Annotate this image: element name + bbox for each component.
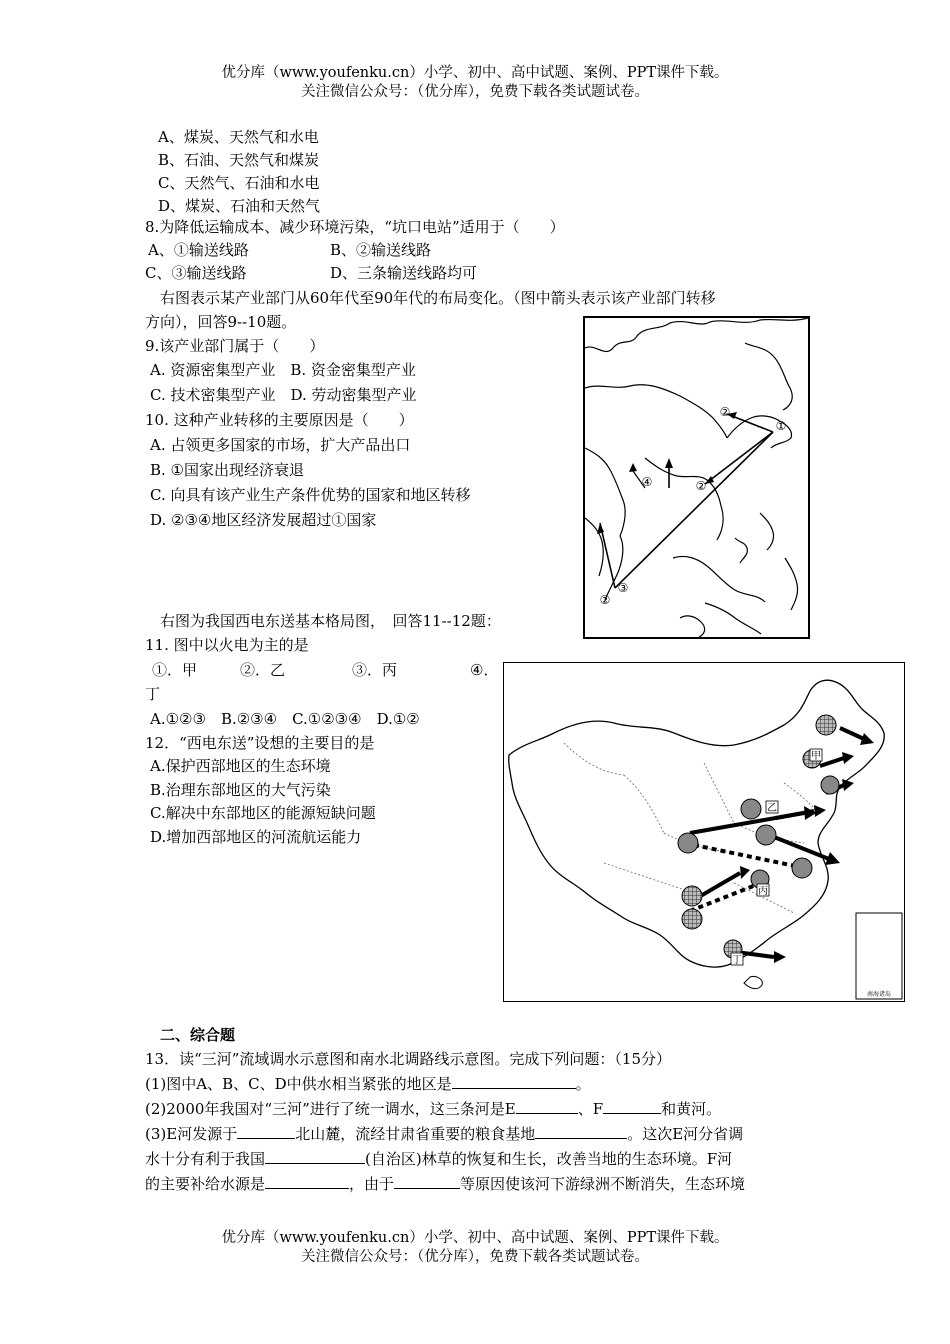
china-map-label-ding: 丁 [732, 955, 742, 966]
q13-part-3 [145, 1124, 743, 1144]
header-line-2: 关注微信公众号：（优分库），免费下载各类试题试卷。 [301, 84, 649, 100]
china-map-label-yi: 乙 [767, 803, 777, 814]
q13-part-5-blank-source[interactable] [265, 1174, 349, 1189]
q12-option-a: A.保护西部地区的生态环境 [150, 757, 331, 775]
footer-line-2: 关注微信公众号：（优分库），免费下载各类试题试卷。 [301, 1249, 649, 1265]
q13-part-4 [145, 1149, 732, 1169]
intro-9-10-line-2: 方向），回答9--10题。 [145, 313, 297, 331]
china-map-inset-label: 南海诸岛 [866, 991, 892, 998]
asia-map-label-4: ④ [641, 475, 653, 489]
q8-stem: 8.为降低运输成本、减少环境污染，“坑口电站”适用于（ ） [145, 218, 565, 236]
q13-part-5-blank-cause[interactable] [394, 1174, 460, 1189]
section-2-title: 二、综合题 [160, 1026, 236, 1044]
q13-part-3-text: (3)E河发源于 [145, 1125, 238, 1143]
q8-option-a: A、①输送线路 [148, 241, 249, 259]
asia-map-label-2b: ② [695, 479, 707, 493]
q12-option-c: C.解决中东部地区的能源短缺问题 [150, 804, 376, 822]
asia-map-label-1: ① [775, 419, 787, 433]
q13-part-2-blank-e[interactable] [516, 1099, 578, 1114]
q9-options-row-1: A. 资源密集型产业 B. 资金密集型产业 [150, 361, 416, 379]
q13-part-2-end: 和黄河。 [661, 1100, 722, 1118]
q13-stem: 13．读“三河”流域调水示意图和南水北调路线示意图。完成下列问题：（15分） [145, 1050, 672, 1068]
q13-part-1-blank[interactable] [452, 1074, 576, 1089]
asia-map-figure [585, 318, 808, 637]
q12-stem: 12．“西电东送”设想的主要目的是 [145, 734, 375, 752]
q11-choice-3: ③．丙 [352, 661, 398, 679]
q8-option-b: B、②输送线路 [330, 241, 432, 259]
q7-option-d: D、煤炭、石油和天然气 [158, 197, 321, 215]
q13-part-5-end: 等原因使该河下游绿洲不断消失，生态环境 [460, 1175, 746, 1193]
q13-part-2 [145, 1099, 721, 1119]
q7-option-c: C、天然气、石油和水电 [158, 174, 320, 192]
q13-part-4-end: (自治区)林草的恢复和生长，改善当地的生态环境。F河 [365, 1150, 733, 1168]
asia-map-label-2a: ② [719, 405, 731, 419]
q13-part-4-blank-region[interactable] [265, 1149, 365, 1164]
china-power-transmission-map [503, 662, 905, 1002]
q13-part-2-mid: 、F [577, 1100, 604, 1118]
china-map-label-bing: 丙 [758, 886, 768, 897]
q11-choice-4-wrap: 丁 [145, 685, 161, 703]
q7-option-b: B、石油、天然气和煤炭 [158, 151, 320, 169]
header-line-1: 优分库（www.youfenku.cn）小学、初中、高中试题、案例、PPT课件下载。 [221, 65, 729, 81]
q10-option-d: D. ②③④地区经济发展超过①国家 [150, 511, 377, 529]
q13-part-2-text: (2)2000年我国对“三河”进行了统一调水，这三条河是E [145, 1100, 516, 1118]
china-map-figure [504, 663, 904, 1001]
q13-part-5-text: 的主要补给水源是 [145, 1175, 266, 1193]
q10-option-a: A. 占领更多国家的市场，扩大产品出口 [150, 436, 411, 454]
q13-part-3-blank-origin[interactable] [237, 1124, 295, 1139]
q8-option-d: D、三条输送线路均可 [330, 264, 478, 282]
q13-part-1-end: 。 [575, 1075, 591, 1093]
q11-stem: 11. 图中以火电为主的是 [145, 636, 309, 654]
q12-option-b: B.治理东部地区的大气污染 [150, 781, 331, 799]
asia-map-label-2c: ② [599, 593, 611, 607]
q13-part-4-text: 水十分有利于我国 [145, 1150, 266, 1168]
q9-stem: 9.该产业部门属于（ ） [145, 337, 325, 355]
q11-answers: A.①②③ B.②③④ C.①②③④ D.①② [150, 710, 420, 728]
china-map-label-jia: 甲 [811, 751, 821, 762]
q13-part-3-mid: 北山麓，流经甘肃省重要的粮食基地 [295, 1125, 536, 1143]
q11-choice-2: ②．乙 [240, 661, 286, 679]
q9-options-row-2: C. 技术密集型产业 D. 劳动密集型产业 [150, 386, 417, 404]
q7-option-a: A、煤炭、天然气和水电 [158, 128, 319, 146]
q13-part-3-end: 。这次E河分省调 [627, 1125, 744, 1143]
q13-part-3-blank-base[interactable] [535, 1124, 627, 1139]
intro-11-12: 右图为我国西电东送基本格局图， 回答11--12题： [160, 612, 501, 630]
q10-option-b: B. ①国家出现经济衰退 [150, 461, 305, 479]
q10-stem: 10. 这种产业转移的主要原因是（ ） [145, 411, 414, 429]
q11-choice-1: ①．甲 [152, 661, 198, 679]
asia-industry-transfer-map [583, 316, 810, 639]
q10-option-c: C. 向具有该产业生产条件优势的国家和地区转移 [150, 486, 471, 504]
intro-9-10-line-1: 右图表示某产业部门从60年代至90年代的布局变化。（图中箭头表示该产业部门转移 [160, 289, 716, 307]
q13-part-5-mid: ，由于 [349, 1175, 395, 1193]
q12-option-d: D.增加西部地区的河流航运能力 [150, 828, 362, 846]
q11-choice-4: ④． [470, 661, 499, 679]
q8-option-c: C、③输送线路 [145, 264, 247, 282]
q13-part-1-text: (1)图中A、B、C、D中供水相当紧张的地区是 [145, 1075, 452, 1093]
footer-line-1: 优分库（www.youfenku.cn）小学、初中、高中试题、案例、PPT课件下载。 [221, 1230, 729, 1246]
q13-part-1 [145, 1074, 591, 1094]
q13-part-5 [145, 1174, 745, 1194]
asia-map-label-3: ③ [617, 581, 629, 595]
q13-part-2-blank-f[interactable] [603, 1099, 661, 1114]
